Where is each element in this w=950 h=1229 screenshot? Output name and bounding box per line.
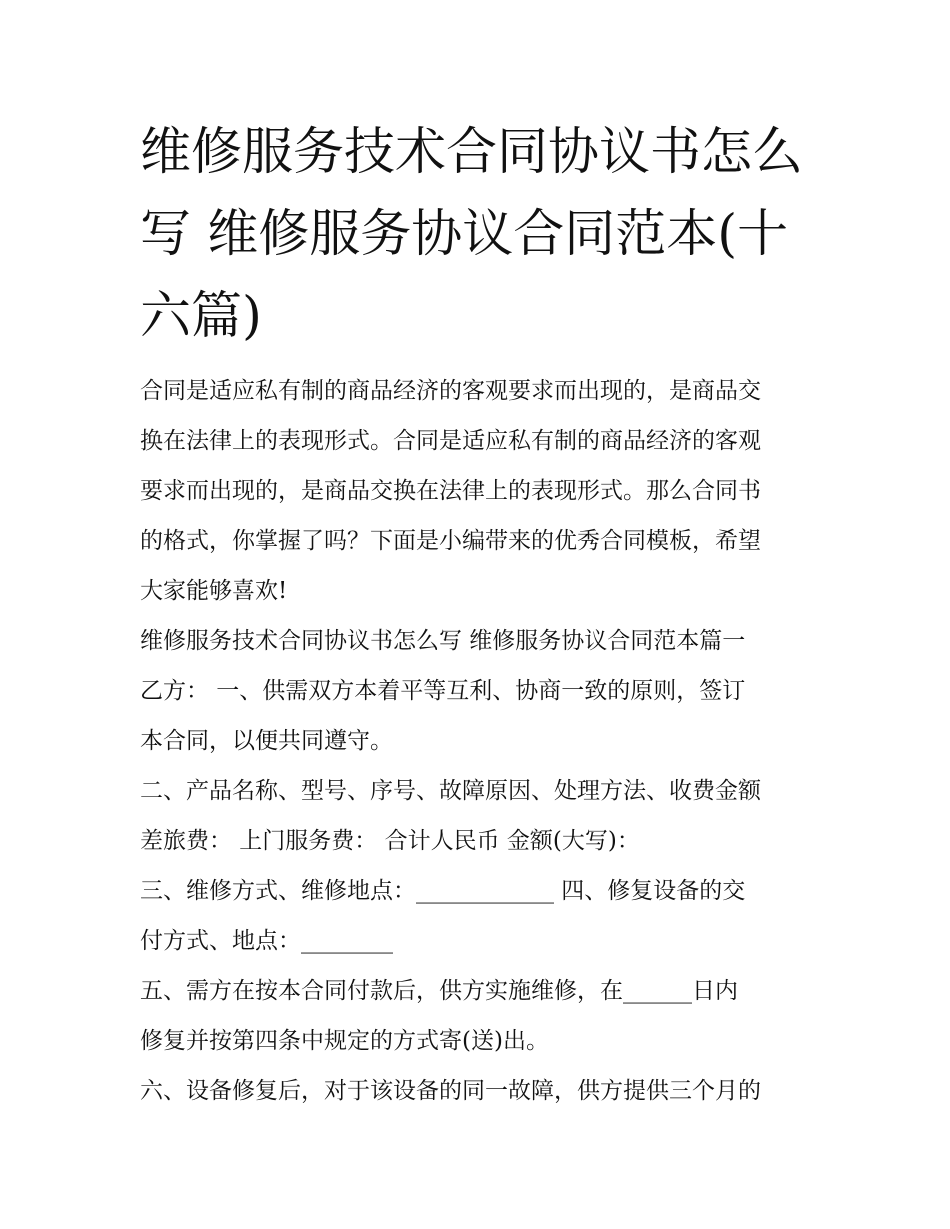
title-line-1: 维修服务技术合同协议书怎么	[140, 123, 804, 182]
body-line: 乙方： 一、供需双方本着平等互利、协商一致的原则，签订	[140, 678, 746, 704]
title-line-3: 六篇)	[140, 287, 262, 346]
document-title	[140, 112, 812, 358]
body-line: 付方式、地点：________	[140, 928, 393, 954]
body-line: 六、设备修复后，对于该设备的同一故障，供方提供三个月的	[140, 1078, 761, 1104]
body-line: 的格式，你掌握了吗？下面是小编带来的优秀合同模板，希望	[140, 528, 761, 554]
body-line: 维修服务技术合同协议书怎么写 维修服务协议合同范本篇一	[140, 628, 746, 654]
body-line: 要求而出现的，是商品交换在法律上的表现形式。那么合同书	[140, 478, 761, 504]
body-line: 差旅费： 上门服务费： 合计人民币 金额(大写)：	[140, 828, 640, 854]
body-line: 大家能够喜欢!	[140, 578, 288, 604]
body-line: 本合同，以便共同遵守。	[140, 728, 393, 754]
document-page	[140, 112, 812, 1103]
body-line: 合同是适应私有制的商品经济的客观要求而出现的，是商品交	[140, 378, 761, 404]
body-line: 三、维修方式、维修地点：____________ 四、修复设备的交	[140, 878, 746, 904]
body-line: 修复并按第四条中规定的方式寄(送)出。	[140, 1028, 549, 1054]
body-line: 五、需方在按本合同付款后，供方实施维修，在______日内	[140, 978, 738, 1004]
body-line: 换在法律上的表现形式。合同是适应私有制的商品经济的客观	[140, 428, 761, 454]
document-body	[140, 380, 812, 1103]
title-line-2: 写 维修服务协议合同范本(十	[140, 205, 789, 264]
body-line: 二、产品名称、型号、序号、故障原因、处理方法、收费金额	[140, 778, 761, 804]
